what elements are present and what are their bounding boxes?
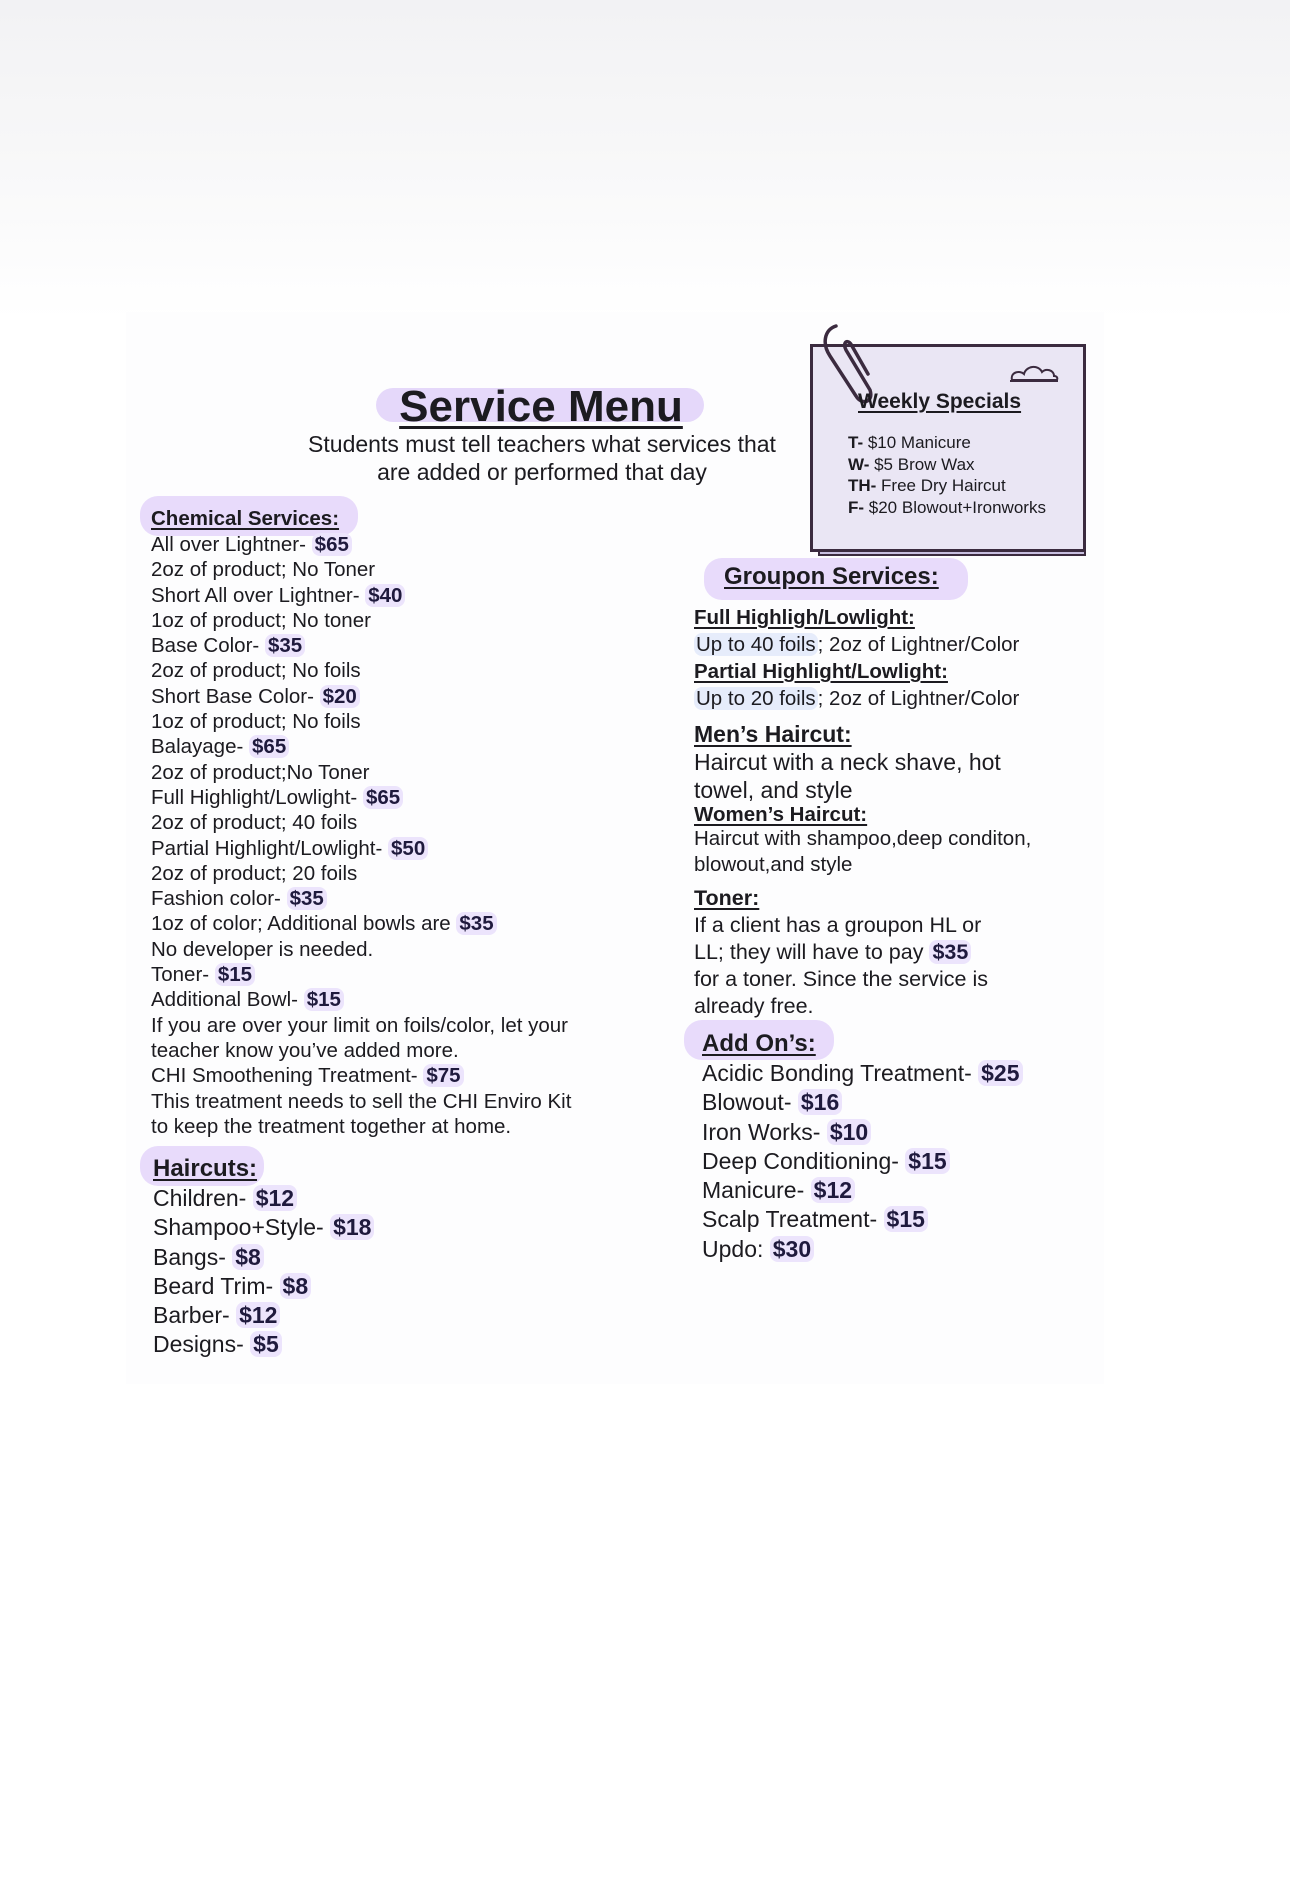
mens-haircut-detail: Haircut with a neck shave, hot bbox=[694, 749, 1001, 775]
add-ons-heading: Add On’s: bbox=[702, 1030, 816, 1057]
chemical-services-list bbox=[151, 532, 571, 1139]
background-shade bbox=[0, 0, 1290, 320]
toner-detail: LL; they will have to pay $35 bbox=[694, 939, 1031, 966]
groupon-services-heading: Groupon Services: bbox=[724, 563, 939, 590]
list-item: Updo: $30 bbox=[702, 1235, 1023, 1264]
toner-detail: for a toner. Since the service is bbox=[694, 967, 988, 991]
list-item: teacher know you’ve added more. bbox=[151, 1038, 459, 1062]
special-item: F- $20 Blowout+Ironworks bbox=[848, 498, 1046, 518]
page-subtitle: Students must tell teachers what services that are added or performed that day bbox=[308, 431, 776, 485]
list-item: Short All over Lightner- $40 bbox=[151, 583, 571, 608]
partial-highlight-title: Partial Highlight/Lowlight: bbox=[694, 660, 948, 683]
toner-detail: already free. bbox=[694, 994, 814, 1018]
list-item: No developer is needed. bbox=[151, 937, 374, 961]
list-item: Deep Conditioning- $15 bbox=[702, 1147, 1023, 1176]
womens-haircut-detail: blowout,and style bbox=[694, 853, 853, 876]
list-item: Iron Works- $10 bbox=[702, 1118, 1023, 1147]
toner-title: Toner: bbox=[694, 886, 760, 910]
list-item: Base Color- $35 bbox=[151, 633, 571, 658]
list-item: Additional Bowl- $15 bbox=[151, 987, 571, 1012]
list-item: Designs- $5 bbox=[153, 1330, 374, 1359]
groupon-services-list bbox=[694, 604, 1031, 1020]
partial-highlight-detail: Up to 20 foils; 2oz of Lightner/Color bbox=[696, 687, 1020, 710]
list-item: Bangs- $8 bbox=[153, 1243, 374, 1272]
list-item: 2oz of product; 40 foils bbox=[151, 811, 358, 835]
haircuts-list bbox=[153, 1184, 374, 1360]
list-item: 1oz of product; No toner bbox=[151, 608, 371, 632]
specials-title: Weekly Specials bbox=[858, 390, 1022, 413]
toner-detail: If a client has a groupon HL or bbox=[694, 913, 982, 937]
specials-list bbox=[848, 432, 1046, 519]
list-item: This treatment needs to sell the CHI Enviro Kit bbox=[151, 1089, 572, 1113]
list-item: 2oz of product; No foils bbox=[151, 659, 361, 683]
list-item: If you are over your limit on foils/color, let your bbox=[151, 1013, 569, 1037]
list-item: Balayage- $65 bbox=[151, 734, 571, 759]
haircuts-heading: Haircuts: bbox=[153, 1155, 258, 1182]
list-item: Beard Trim- $8 bbox=[153, 1272, 374, 1301]
womens-haircut-title: Women’s Haircut: bbox=[694, 803, 868, 826]
list-item: Full Highlight/Lowlight- $65 bbox=[151, 785, 571, 810]
list-item: All over Lightner- $65 bbox=[151, 532, 571, 557]
list-item: Short Base Color- $20 bbox=[151, 684, 571, 709]
mens-haircut-title: Men’s Haircut: bbox=[694, 721, 852, 747]
full-highlight-title: Full Highligh/Lowlight: bbox=[694, 606, 915, 629]
list-item: Children- $12 bbox=[153, 1184, 374, 1213]
womens-haircut-detail: Haircut with shampoo,deep conditon, bbox=[694, 827, 1032, 850]
cloud-icon bbox=[1008, 362, 1060, 384]
list-item: Shampoo+Style- $18 bbox=[153, 1213, 374, 1242]
chemical-services-heading: Chemical Services: bbox=[151, 507, 340, 530]
special-item: W- $5 Brow Wax bbox=[848, 454, 975, 474]
list-item: Toner- $15 bbox=[151, 962, 571, 987]
list-item: 2oz of product; No Toner bbox=[151, 558, 376, 582]
list-item: Scalp Treatment- $15 bbox=[702, 1205, 1023, 1234]
add-ons-list bbox=[702, 1059, 1023, 1264]
list-item: Blowout- $16 bbox=[702, 1088, 1023, 1117]
special-item: TH- Free Dry Haircut bbox=[848, 476, 1006, 496]
list-item: Fashion color- $35 bbox=[151, 886, 571, 911]
list-item: to keep the treatment together at home. bbox=[151, 1114, 512, 1138]
list-item: 2oz of product; 20 foils bbox=[151, 861, 358, 885]
list-item: Manicure- $12 bbox=[702, 1176, 1023, 1205]
list-item: Partial Highlight/Lowlight- $50 bbox=[151, 836, 571, 861]
special-item: T- $10 Manicure bbox=[848, 433, 971, 452]
list-item: 1oz of color; Additional bowls are $35 bbox=[151, 911, 571, 936]
full-highlight-detail: Up to 40 foils; 2oz of Lightner/Color bbox=[696, 633, 1020, 656]
list-item: 2oz of product;No Toner bbox=[151, 760, 370, 784]
page-title: Service Menu bbox=[399, 382, 683, 431]
list-item: 1oz of product; No foils bbox=[151, 710, 361, 734]
list-item: CHI Smoothening Treatment- $75 bbox=[151, 1063, 571, 1088]
mens-haircut-detail: towel, and style bbox=[694, 777, 853, 803]
list-item: Barber- $12 bbox=[153, 1301, 374, 1330]
list-item: Acidic Bonding Treatment- $25 bbox=[702, 1059, 1023, 1088]
